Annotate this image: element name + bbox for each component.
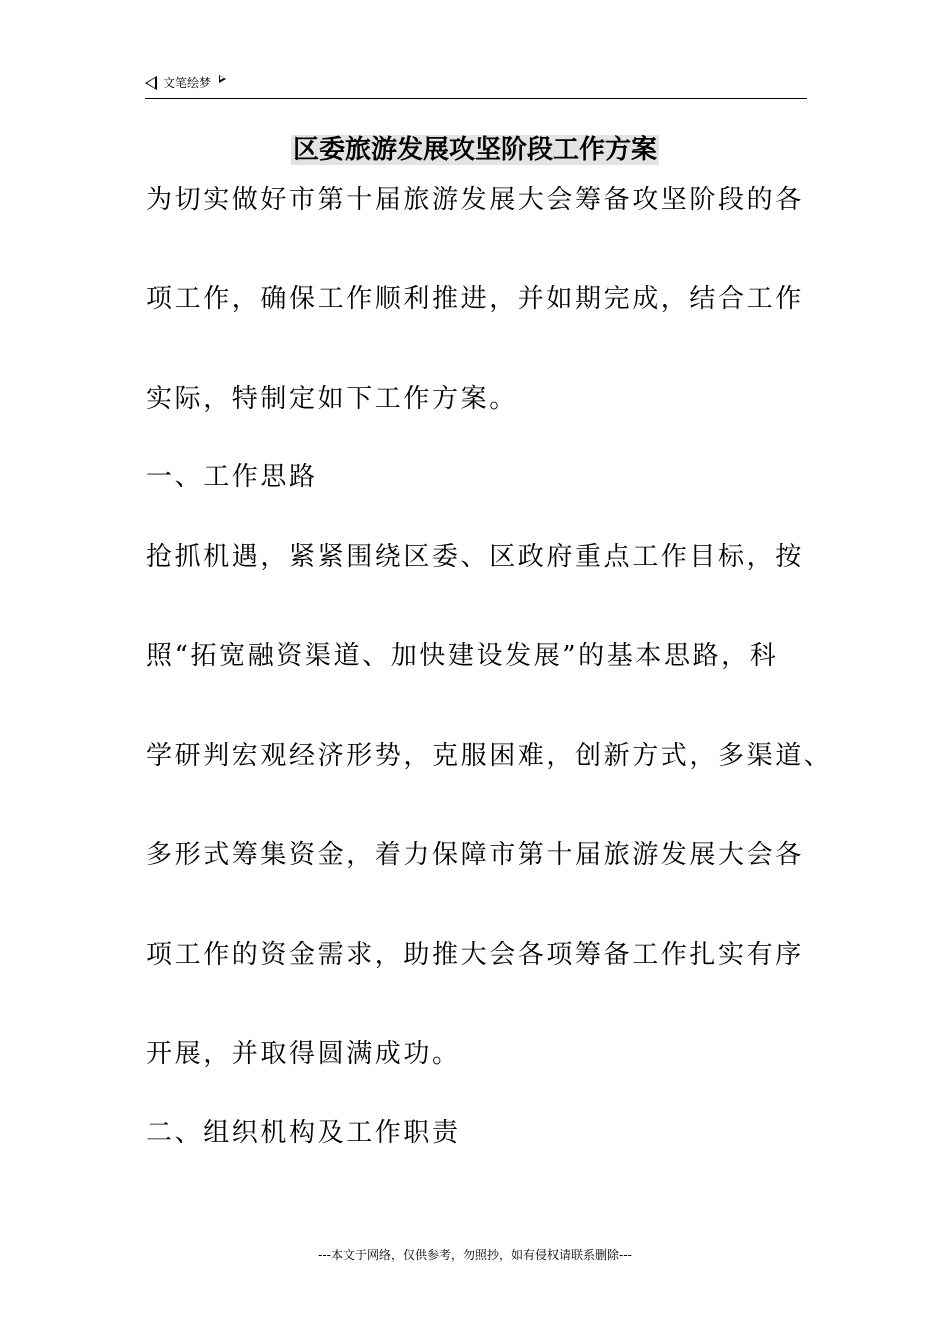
- body-line-5: 照“拓宽融资渠道、加快建设发展”的基本思路，科: [146, 641, 779, 671]
- body-line-9: 开展，并取得圆满成功。: [146, 1039, 461, 1069]
- body-line-6: 学研判宏观经济形势，克服困难，创新方式，多渠道、: [146, 741, 833, 771]
- body-line-8: 项工作的资金需求，助推大会各项筹备工作扎实有序: [146, 940, 804, 970]
- section-heading-2: 二、组织机构及工作职责: [146, 1118, 461, 1148]
- body-line-1: 为切实做好市第十届旅游发展大会筹备攻坚阶段的各: [146, 185, 804, 215]
- document-title-text: 区委旅游发展攻坚阶段工作方案: [292, 135, 657, 165]
- page-footer: ---本文于网络，仅供参考，勿照抄，如有侵权请联系删除---: [318, 1248, 632, 1262]
- page-header: [145, 74, 807, 99]
- body-line-2: 项工作，确保工作顺利推进，并如期完成，结合工作: [146, 284, 804, 314]
- header-brand: 文笔绘梦: [163, 76, 212, 90]
- body-line-7: 多形式筹集资金，着力保障市第十届旅游发展大会各: [146, 840, 804, 870]
- document-title: [0, 133, 950, 167]
- triangle-right-icon: [219, 75, 226, 83]
- body-line-4: 抢抓机遇，紧紧围绕区委、区政府重点工作目标，按: [146, 542, 804, 572]
- triangle-left-icon: [145, 76, 157, 90]
- section-heading-1: 一、工作思路: [146, 462, 318, 492]
- body-line-3: 实际，特制定如下工作方案。: [146, 384, 518, 414]
